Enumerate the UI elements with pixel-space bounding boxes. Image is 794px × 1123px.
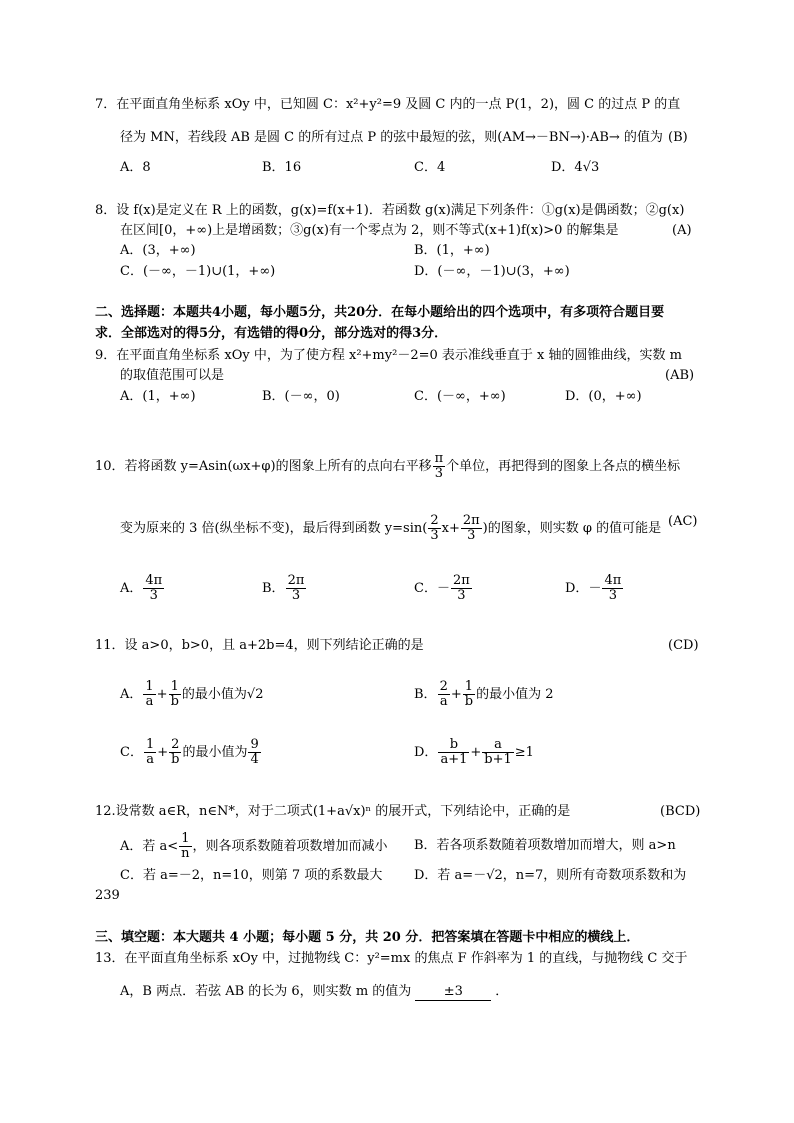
option-label: D．: [565, 581, 589, 596]
q10-fraction-two-pi-thirds: [461, 514, 482, 543]
fraction-denominator: 3: [430, 528, 439, 543]
q9-stem-line2: 的取值范围可以是: [120, 368, 225, 383]
option-tail: 的最小值为√2: [181, 687, 264, 702]
option-fraction: [286, 574, 307, 603]
q9-option-d: D．(0，+∞): [565, 389, 642, 404]
q10-text-e: )的图象，则实数 φ 的值可能是: [482, 521, 662, 536]
option-fraction: [438, 738, 469, 767]
option-fraction: [143, 680, 155, 709]
fraction-numerator: 4π: [145, 573, 163, 588]
q10-text-c: 变为原来的 3 倍(纵坐标不变)，最后得到函数 y=sin(: [120, 521, 428, 536]
q10-text-b: 个单位，再把得到的图象上各点的横坐标: [446, 459, 681, 474]
fraction-numerator: 1: [179, 832, 191, 847]
q7-option-c: C．4: [414, 160, 446, 175]
q8-stem-line2: 在区间[0，+∞)上是增函数；③g(x)有一个零点为 2，则不等式(x+1)f(x)>0 的解集是: [120, 223, 619, 238]
q11-option-d: [414, 738, 534, 767]
q11-option-a: [120, 680, 263, 709]
q12-answer: (BCD): [660, 804, 701, 819]
fraction-numerator: 2π: [462, 513, 480, 528]
fraction-denominator: b: [171, 752, 180, 767]
q9-option-a: A．(1，+∞): [120, 389, 196, 404]
q8-option-c: C．(－∞，－1)∪(1，+∞): [120, 264, 276, 279]
q7-stem-line2: 径为 MN，若线段 AB 是圆 C 的所有过点 P 的弦中最短的弦，则(AM→－BN→)·AB→ 的值为: [120, 130, 663, 145]
option-plus: +: [157, 745, 169, 760]
fraction-denominator: b+1: [484, 752, 512, 767]
q8-answer: (A): [672, 223, 692, 238]
q10-text-d: x+: [441, 521, 460, 536]
q8-option-d: D．(－∞，－1)∪(3，+∞): [414, 264, 570, 279]
fraction-denominator: 3: [149, 588, 158, 603]
q12-option-b: B．若各项系数随着项数增加而增大，则 a>n: [414, 838, 676, 853]
fraction-numerator: 1: [169, 680, 181, 695]
option-fraction: [451, 574, 472, 603]
q10-shift-fraction: [433, 452, 446, 481]
fraction-denominator: 3: [608, 588, 617, 603]
option-plus: +: [450, 687, 462, 702]
q12-option-d: D．若 a=－√2，n=7，则所有奇数项系数和为: [414, 868, 687, 883]
fraction-numerator: 2: [169, 738, 181, 753]
q8-option-a: A．(3，+∞): [120, 243, 196, 258]
option-text: A．若 a<: [120, 839, 179, 854]
option-fraction: [602, 574, 623, 603]
option-plus: +: [470, 745, 482, 760]
q10-stem-line2: [120, 514, 661, 543]
q7-option-d: D．4√3: [551, 160, 600, 175]
fraction-denominator: 3: [434, 466, 443, 481]
q8-option-b: B．(1，+∞): [414, 243, 490, 258]
option-label: D．: [414, 745, 438, 760]
section3-heading: 三、填空题：本大题共 4 小题；每小题 5 分，共 20 分．把答案填在答题卡中相应的横线上．: [95, 930, 640, 945]
fraction-numerator: π: [434, 451, 444, 466]
q12-option-d-continued: 239: [95, 888, 120, 903]
option-fraction: [482, 738, 514, 767]
q9-option-b: B．(－∞，0): [262, 389, 340, 404]
q9-stem-line1: 9．在平面直角坐标系 xOy 中，为了使方程 x²+my²－2=0 表示准线垂直于 x 轴的圆锥曲线，实数 m: [95, 348, 682, 363]
fraction-denominator: a: [439, 694, 448, 709]
option-fraction: [438, 680, 450, 709]
fraction-denominator: b: [464, 694, 474, 709]
q11-option-c: [120, 738, 262, 767]
q13-stem-line1: 13．在平面直角坐标系 xOy 中，过抛物线 C：y²=mx 的焦点 F 作斜率为 1 的直线，与抛物线 C 交于: [95, 951, 688, 966]
q10-option-a: [120, 574, 165, 603]
option-fraction: [463, 680, 475, 709]
fraction-denominator: 4: [250, 752, 259, 767]
q7-answer: (B): [668, 130, 688, 145]
q9-answer: (AB): [665, 368, 695, 383]
option-fraction: [169, 680, 181, 709]
q11-option-b: [414, 680, 553, 709]
q13-answer-blank: ±3: [415, 984, 491, 1001]
q10-fraction-two-thirds: [428, 514, 440, 543]
q7-option-b: B．16: [262, 160, 302, 175]
fraction-numerator: 1: [145, 737, 155, 752]
option-label: C．: [120, 745, 143, 760]
fraction-denominator: a: [146, 752, 154, 767]
q13-end-mark: ．: [495, 984, 509, 999]
option-label: B．: [262, 581, 285, 596]
option-fraction: [248, 738, 260, 767]
q10-answer: (AC): [668, 514, 698, 529]
fraction-numerator: a: [482, 738, 514, 753]
q10-option-c: [414, 574, 473, 603]
fraction-denominator: a+1: [440, 752, 468, 767]
fraction-numerator: 9: [250, 737, 259, 752]
q9-option-c: C．(－∞，+∞): [414, 389, 506, 404]
q8-stem-line1: 8．设 f(x)是定义在 R 上的函数，g(x)=f(x+1)．若函数 g(x)满足下列条件：①g(x)是偶函数；②g(x): [95, 203, 685, 218]
q10-option-d: [565, 574, 624, 603]
option-text: ，则各项系数随着项数增加而减小: [192, 839, 388, 854]
fraction-numerator: 2π: [287, 573, 305, 588]
fraction-denominator: n: [181, 846, 190, 861]
q7-stem-line1: 7．在平面直角坐标系 xOy 中，已知圆 C：x²+y²=9 及圆 C 内的一点 P(1，2)，圆 C 的过点 P 的直: [95, 97, 681, 112]
q11-stem: 11．设 a>0，b>0，且 a+2b=4，则下列结论正确的是: [95, 638, 424, 653]
q13-text: A，B 两点．若弦 AB 的长为 6，则实数 m 的值为: [120, 984, 412, 999]
fraction-denominator: b: [170, 694, 179, 709]
section2-heading-line1: 二、选择题：本题共4小题，每小题5分，共20分．在每小题给出的四个选项中，有多项符合题目要: [95, 305, 665, 320]
section2-heading-line2: 求．全部选对的得5分，有选错的得0分，部分选对的得3分．: [95, 326, 448, 341]
fraction-numerator: 2: [439, 679, 448, 694]
q12-option-c: C．若 a=－2，n=10，则第 7 项的系数最大: [120, 868, 383, 883]
option-fraction: [144, 738, 156, 767]
option-sign: －: [436, 581, 450, 596]
fraction-denominator: a: [145, 694, 154, 709]
fraction-numerator: 4π: [604, 573, 622, 588]
option-fraction: [143, 574, 164, 603]
fraction-numerator: 1: [145, 679, 154, 694]
option-label: A．: [120, 687, 143, 702]
fraction-denominator: 3: [467, 528, 476, 543]
q10-text-a: 10．若将函数 y=Asin(ωx+φ)的图象上所有的点向右平移: [95, 459, 432, 474]
fraction-numerator: 2: [430, 513, 439, 528]
fraction-numerator: 1: [463, 680, 475, 695]
q13-stem-line2: [120, 984, 508, 1001]
option-label: B．: [414, 687, 437, 702]
q12-option-a: [120, 832, 388, 861]
fraction-denominator: 3: [457, 588, 466, 603]
fraction-denominator: 3: [291, 588, 301, 603]
q10-stem-line1: [95, 452, 680, 481]
option-fraction: [169, 738, 181, 767]
q12-stem: 12.设常数 a∈R，n∈N*，对于二项式(1+a√x)ⁿ 的展开式，下列结论中，正确的是: [95, 804, 571, 819]
option-label: A．: [120, 581, 143, 596]
option-label: C．: [414, 581, 437, 596]
option-sign: －: [588, 581, 602, 596]
option-fraction: [179, 832, 191, 861]
fraction-numerator: b: [438, 738, 469, 753]
q11-answer: (CD): [668, 638, 699, 653]
option-plus: +: [156, 687, 168, 702]
option-tail: ≥1: [514, 745, 534, 760]
option-tail: 的最小值为 2: [476, 687, 554, 702]
q7-option-a: A．8: [120, 160, 151, 175]
fraction-numerator: 2π: [452, 573, 470, 588]
option-tail: 的最小值为: [182, 745, 248, 760]
q10-option-b: [262, 574, 307, 603]
